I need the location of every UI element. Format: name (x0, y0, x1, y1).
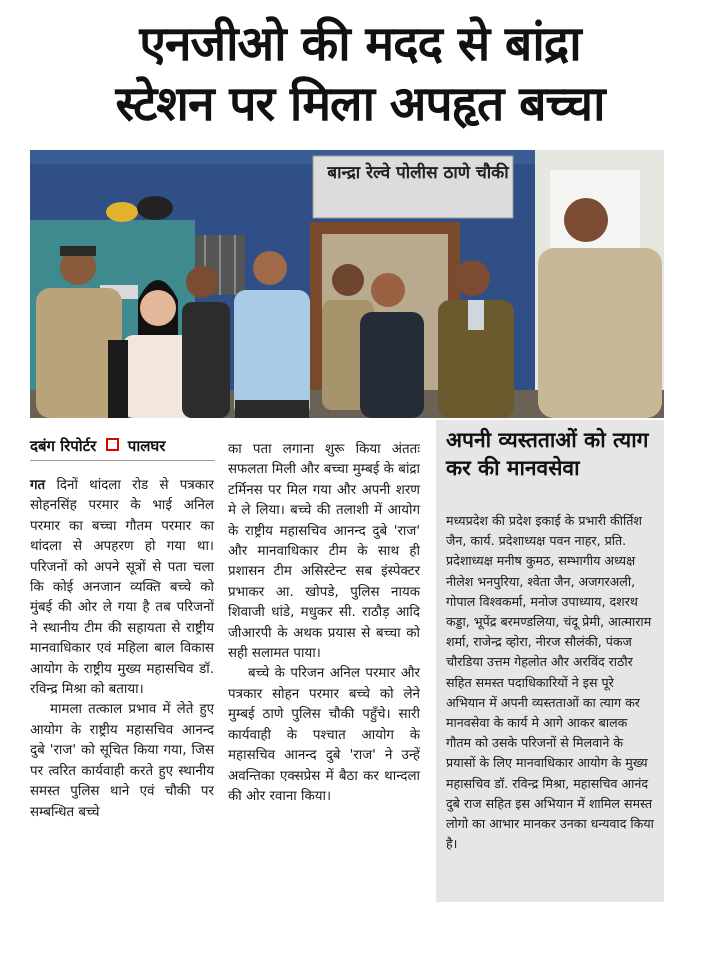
headline-line-2: स्टेशन पर मिला अपहृत बच्चा (115, 76, 605, 132)
headline (0, 14, 720, 134)
news-photo (30, 150, 664, 418)
article-column-2 (228, 440, 420, 807)
sidebar-title: अपनी व्यस्तताओं को त्याग कर की मानवसेवा (446, 428, 649, 480)
byline-separator-icon (106, 438, 119, 451)
byline-place: पालघर (127, 437, 166, 455)
byline (30, 436, 215, 461)
photo-signboard-text: बान्द्रा रेल्वे पोलीस ठाणे चौकी (327, 163, 509, 183)
headline-line-1: एनजीओ की मदद से बांद्रा (139, 16, 581, 72)
byline-reporter: दबंग रिपोर्टर (30, 437, 97, 455)
sidebar-body: मध्यप्रदेश की प्रदेश इकाई के प्रभारी कीर्तिश जैन, कार्य. प्रदेशाध्यक्ष पवन नाहर, प्रति. प्रदेशाध्यक्ष मनीष कुमठ, सम्भागीय अध्यक्ष नीलेश भनपुरिया, श्वेता जैन, अजगरअली, गोपाल विश्वकर्मा, मनोज उपाध्याय, दशरथ कड्डा, भूपेंद्र बरमण्डलिया, चंदू प्रेमी, आत्माराम शर्मा, राजेन्द्र व्होरा, नीरज सौलंकी, पंकज चौरडिया उत्तम गेहलोत और अरविंद राठौर सहित समस्त पदाधिकारियों ने इस पूरे अभियान में अपनी व्यस्तताओं का त्याग कर मानवसेवा के कार्य मे आगे आकर बालक गौतम को उसके परिजनों से मिलवाने के प्रयासों के लिए मानवाधिकार आयोग के मुख्य महासचिव डॉ. रविन्द्र मिश्रा, महासचिव आनंद दुबे राज सहित इस अभियान में शामिल समस्त लोगो का आभार मानकर उनका धन्यवाद किया है। (446, 513, 654, 852)
police-station-group-photo (30, 150, 664, 418)
article-paragraph-4: बच्चे के परिजन अनिल परमार और पत्रकार सोहन परमार बच्चे को लेने मुम्बई ठाणे पुलिस चौकी पहुँचे। सारी कार्यवाही के पश्चात आयोग के महासचिव आनन्द दुबे 'राज' ने उन्हें अवन्तिका एक्सप्रेस में बैठा कर थान्दला की ओर रवाना किया। (228, 666, 420, 804)
article-lead-word: गत (30, 478, 46, 493)
article-paragraph-2: मामला तत्काल प्रभाव में लेते हुए आयोग के राष्ट्रीय महासचिव आनन्द दुबे 'राज' को सूचित किया गया, जिस पर त्वरित कार्यवाही करते हुए स्थानीय समस्त पुलिस थाने एवं चौकी पर सम्बन्धित बच्चे (30, 702, 214, 820)
article-paragraph-1: गत दिनों थांदला रोड से पत्रकार सोहनसिंह परमार के भाई अनिल परमार का बच्चा गौतम परमार का थांदला से अपहरण हो गया था। परिजनों को अपने सूत्रों से पता चला कि कोई अनजान व्यक्ति बच्चे को मुंबई की ओर ले गया है तब परिजनों ने स्थानीय टीम की सहायता से राष्ट्रीय मानवाधिकार एवं महिला बाल विकास आयोग के राष्ट्रीय मुख्य महासचिव डॉ. रविन्द्र मिश्रा को बताया। (30, 478, 214, 698)
article-paragraph-3: का पता लगाना शुरू किया अंततः सफलता मिली और बच्चा मुम्बई के बांद्रा टर्मिनस पर मिल गया और अपनी शरण मे ले लिया। बच्चे की तलाशी में आयोग के राष्ट्रीय महासचिव आनन्द दुबे 'राज' और मानवाधिकार टीम के साथ ही प्रशासन टीम असिस्टेन्ट सब इंस्पेक्टर प्रभाकर आ. खोपडे, पुलिस नायक शिवाजी धांडे, मधुकर सी. राठौड़ आदि जीआरपी के अथक प्रयास से बच्चा को सही सलामत पाया। (228, 442, 420, 662)
article-column-1 (30, 476, 214, 823)
